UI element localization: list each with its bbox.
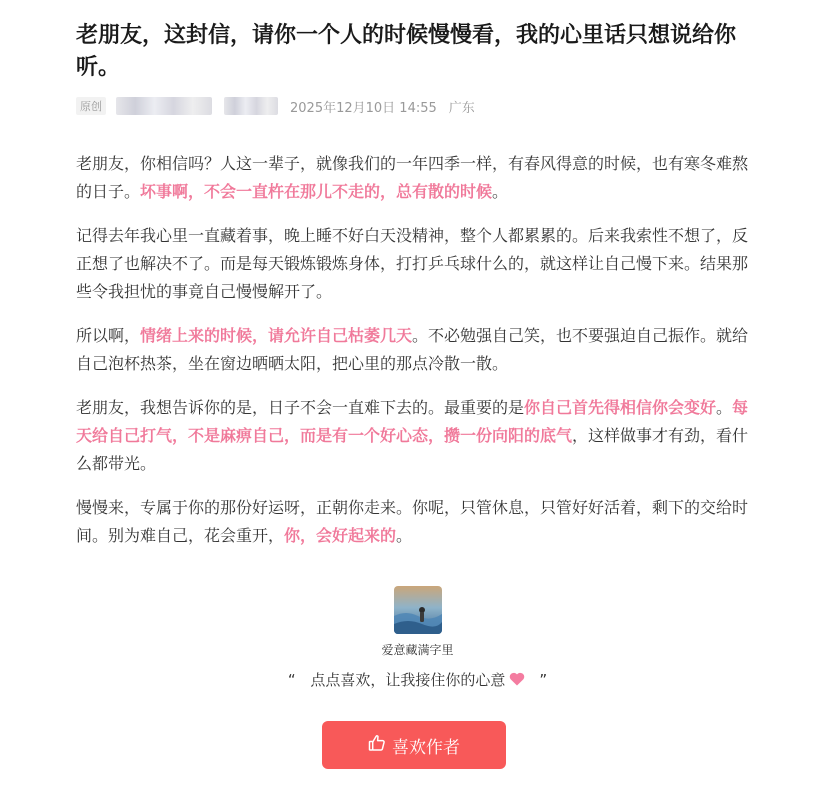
article-body (76, 150, 756, 566)
paragraph-text: 。 (716, 398, 733, 417)
publish-location: 广东 (448, 100, 475, 116)
paragraph-text: ，这样做事才有劲，看什么都带光。 (76, 426, 749, 473)
thumbs-up-icon (368, 734, 392, 757)
paragraph-text: 老朋友，你相信吗？人这一辈子，就像我们的一年四季一样，有春风得意的时候，也有寒冬难熬的日子。 (76, 154, 749, 201)
paragraph-text: 。 (492, 182, 509, 201)
like-author-button[interactable] (322, 721, 506, 769)
paragraph-text: 老朋友，我想告诉你的是，日子不会一直难下去的。最重要的是 (76, 398, 525, 417)
like-prompt (0, 670, 835, 691)
paragraph-text: 记得去年我心里一直藏着事，晚上睡不好白天没精神，整个人都累累的。后来我索性不想了，反正想了也解决不了。而是每天锻炼锻炼身体，打打乒乓球什么的，就这样让自己慢下来。结果那些令我担忧的事竟自己慢慢解开了。 (76, 226, 749, 301)
article-paragraph (76, 322, 756, 378)
highlighted-text: 每天给自己打气，不是麻痹自己，而是有一个好心态，攒一份向阳的底气 (76, 398, 749, 445)
paragraph-text: 所以啊， (76, 326, 141, 345)
author-card (0, 586, 835, 691)
highlighted-text: 坏事啊，不会一直杵在那儿不走的，总有散的时候 (140, 182, 493, 201)
article-paragraph (76, 150, 756, 206)
original-tag: 原创 (76, 97, 106, 115)
author-name[interactable]: 爱意藏满字里 (381, 643, 454, 657)
blurred-author-name[interactable] (116, 97, 212, 115)
highlighted-text: 你自己首先得相信你会变好 (524, 398, 717, 417)
like-button-label: 喜欢作者 (392, 737, 460, 758)
article-paragraph (76, 494, 756, 550)
article-title: 老朋友，这封信，请你一个人的时候慢慢看，我的心里话只想说给你听。 (76, 23, 737, 80)
publish-date: 2025年12月10日 14:55 (290, 100, 437, 116)
paragraph-text: 慢慢来，专属于你的那份好运呀，正朝你走来。你呢，只管休息，只管好好活着，剩下的交给时间。别为难自己，花会重开， (76, 498, 749, 545)
paragraph-text: 。 (396, 526, 413, 545)
paragraph-text: 。不必勉强自己笑，也不要强迫自己振作。就给自己泡杯热茶，坐在窗边晒晒太阳，把心里的那点冷散一散。 (76, 326, 749, 373)
article-paragraph (76, 394, 756, 478)
author-avatar[interactable] (394, 586, 442, 634)
quote-open-mark: “ (287, 671, 296, 689)
blurred-account-name[interactable] (224, 97, 278, 115)
highlighted-text: 你，会好起来的 (284, 526, 397, 545)
like-prompt-text: 点点喜欢，让我接住你的心意 (310, 671, 506, 689)
article-meta (76, 96, 475, 116)
highlighted-text: 情绪上来的时候，请允许自己枯萎几天 (140, 326, 413, 345)
quote-close-mark: ” (539, 671, 548, 689)
heart-icon (509, 671, 525, 691)
article-paragraph (76, 222, 756, 306)
